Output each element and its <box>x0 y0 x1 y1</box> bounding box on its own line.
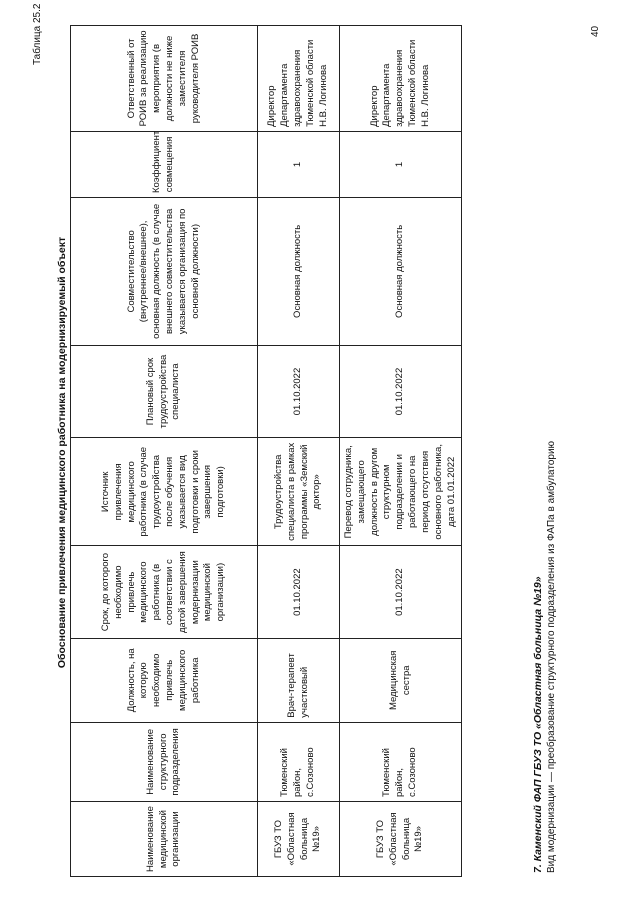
table-cell: 1 <box>340 131 462 197</box>
table-cell: Основная должность <box>340 198 462 346</box>
header-cell: Ответственный от РОИВ за реализацию мероприятия (в должности не ниже заместителя руководителя РОИВ <box>71 26 258 132</box>
table-cell: Перевод сотрудника, замещающего должность в другом структурном подразделении и работающего на период отсутствия основного работника, дата 01.01.2022 <box>340 438 462 546</box>
table-cell: 01.10.2022 <box>258 546 340 639</box>
justification-table <box>70 25 462 877</box>
table-cell: 1 <box>258 131 340 197</box>
header-cell: Наименование структурного подразделения <box>71 722 258 801</box>
header-cell: Должность, на которую необходимо привлечь медицинского работника <box>71 638 258 722</box>
table-cell: Медицинская сестра <box>340 638 462 722</box>
header-cell: Плановый срок трудоустройства специалиста <box>71 345 258 438</box>
table-label: Таблица 25.2 <box>32 3 43 65</box>
header-cell: Совместительство (внутреннее/внешнее), основная должность (в случае внешнего совместительства указывается организация по основной должности) <box>71 198 258 346</box>
table-cell: 01.10.2022 <box>258 345 340 438</box>
table-cell: ГБУЗ ТО «Областная больница №19» <box>340 802 462 877</box>
header-cell: Коэффициент совмещения <box>71 131 258 197</box>
table-row <box>340 26 462 877</box>
header-cell: Срок, до которого необходимо привлечь медицинского работника (в соответствии с датой завершения модернизации медицинской организации) <box>71 546 258 639</box>
table-cell: Трудоустройства специалиста в рамках программы «Земский доктор» <box>258 438 340 546</box>
table-cell: 01.10.2022 <box>340 345 462 438</box>
table-cell: Директор Департамента здравоохранения Тюменской области Н.В. Логинова <box>340 26 462 132</box>
table-cell: Тюменский район, с.Созоново <box>340 722 462 801</box>
header-cell: Наименование медицинской организации <box>71 802 258 877</box>
table-cell: Директор Департамента здравоохранения Тюменской области Н.В. Логинова <box>258 26 340 132</box>
table-cell: ГБУЗ ТО «Областная больница №19» <box>258 802 340 877</box>
table-cell: Тюменский район, с.Созоново <box>258 722 340 801</box>
table-cell: Врач-терапевт участковый <box>258 638 340 722</box>
section-subtitle: Вид модернизации — преобразование структурного подразделения из ФАПа в амбулаторию <box>546 440 557 873</box>
table-cell: Основная должность <box>258 198 340 346</box>
section-heading: 7. Каменский ФАП ГБУЗ ТО «Областная больница №19» <box>532 576 544 873</box>
header-cell: Источник привлечения медицинского работника (в случае трудоустройства после обучения указывается вид подготовки и сроки завершения подготовки) <box>71 438 258 546</box>
table-row <box>258 26 340 877</box>
document-title: Обоснование привлечения медицинского работника на модернизируемый объект <box>56 236 68 669</box>
table-cell: 01.10.2022 <box>340 546 462 639</box>
table-header-row <box>71 26 258 877</box>
page-number: 40 <box>590 25 601 37</box>
